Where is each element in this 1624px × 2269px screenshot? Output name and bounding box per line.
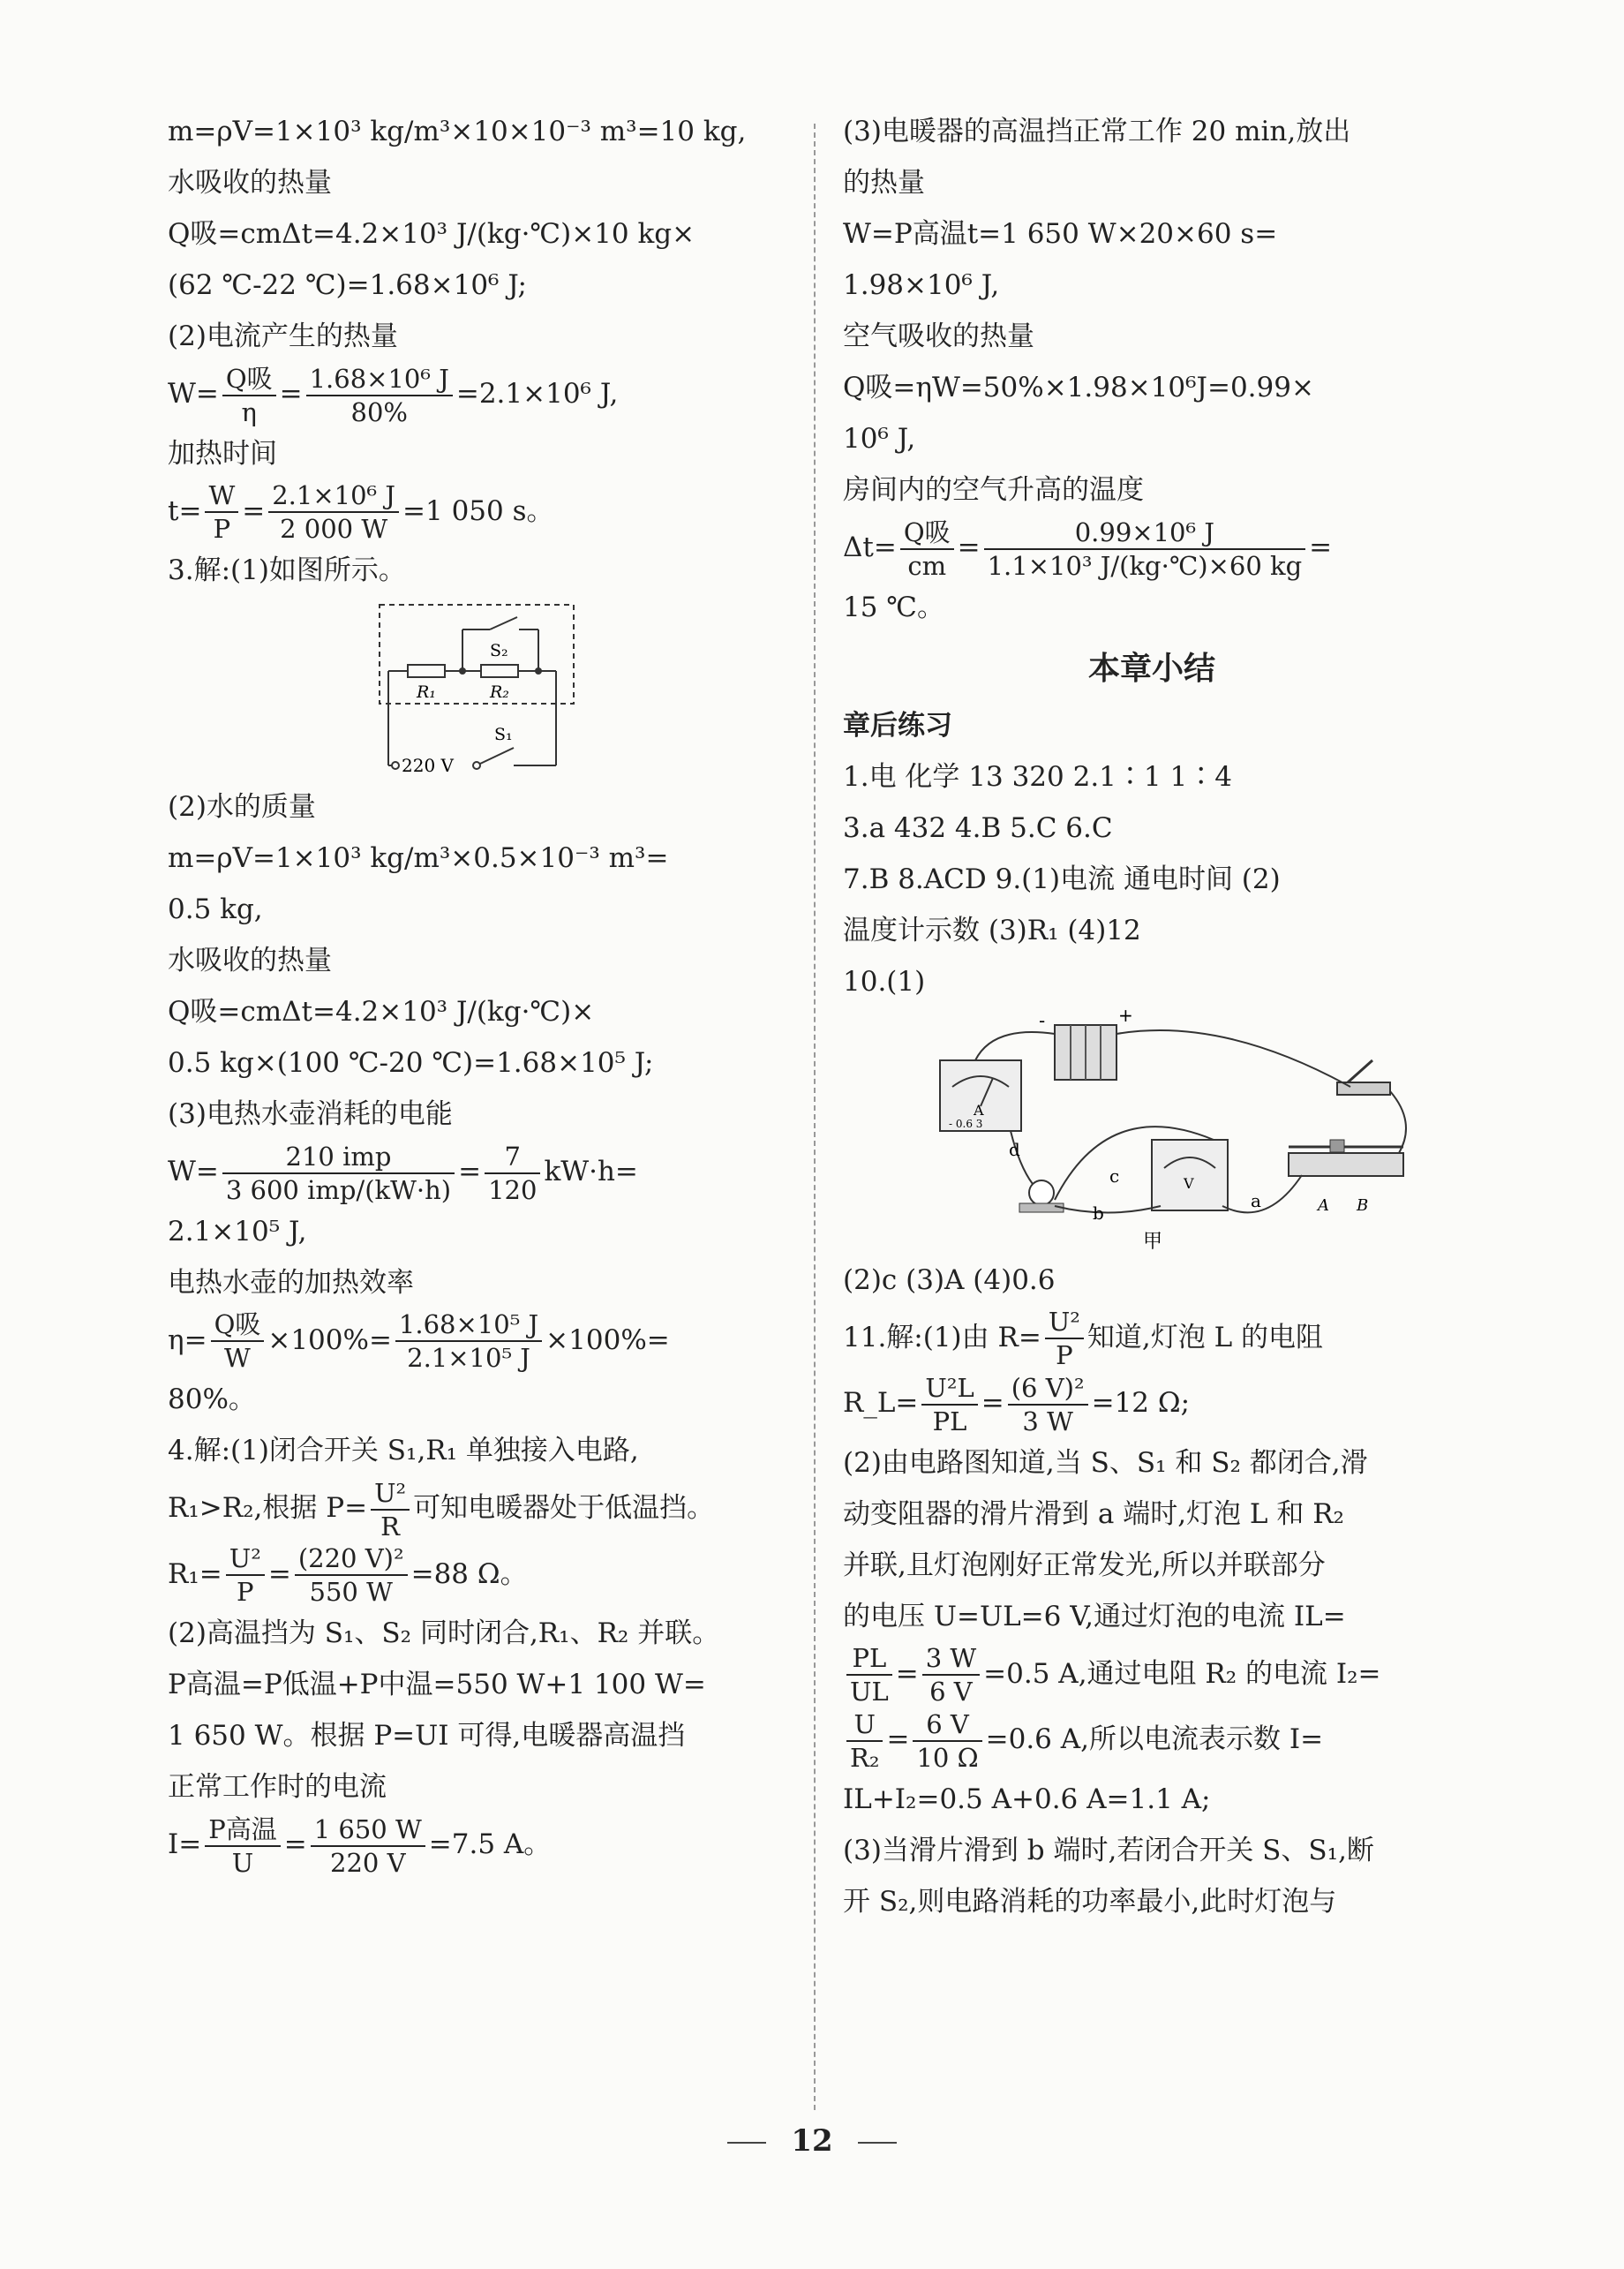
formula-text: =0.6 A,所以电流表示数 I= xyxy=(985,1723,1324,1755)
rheostat-a-label: A xyxy=(1318,1195,1329,1215)
text-line: 开 S₂,则电路消耗的功率最小,此时灯泡与 xyxy=(843,1885,1337,1918)
text-line: 的热量 xyxy=(843,167,925,199)
text-line: 2.1×10⁵ J, xyxy=(168,1215,307,1248)
denominator: 1.1×10³ J/(kg·℃)×60 kg xyxy=(987,550,1303,581)
denominator: 550 W xyxy=(309,1577,393,1607)
numerator: 0.99×10⁶ J xyxy=(984,516,1306,550)
formula-text: ×100%= xyxy=(267,1323,392,1356)
denominator: P xyxy=(1056,1340,1073,1370)
formula-text: 知道,灯泡 L 的电阻 xyxy=(1086,1321,1324,1353)
denominator: 2 000 W xyxy=(280,514,388,544)
resistor-r2 xyxy=(481,665,518,677)
numerator: 1.68×10⁶ J xyxy=(306,363,453,396)
wire-b-label: b xyxy=(1093,1202,1104,1224)
label-220v: 220 V xyxy=(402,755,454,776)
text-line: Q吸=cmΔt=4.2×10³ J/(kg·℃)× xyxy=(168,996,595,1028)
numerator: PL xyxy=(846,1642,892,1676)
formula-text: 11.解:(1)由 R= xyxy=(843,1321,1041,1353)
text-line: 房间内的空气升高的温度 xyxy=(843,474,1144,506)
circuit-diagram-1 xyxy=(168,596,786,781)
formula-text: W= xyxy=(168,1156,219,1187)
denominator: UL xyxy=(850,1677,889,1707)
footer-dash-right xyxy=(858,2142,897,2144)
resistor-r1 xyxy=(408,665,445,677)
formula-line xyxy=(843,1371,1461,1437)
text-line: 0.5 kg×(100 ℃-20 ℃)=1.68×10⁵ J; xyxy=(168,1047,654,1079)
section-title: 章后练习 xyxy=(843,709,952,742)
formula-text: =1 050 s。 xyxy=(402,494,554,527)
wire-d-label: d xyxy=(1009,1138,1020,1160)
numerator: 3 W xyxy=(922,1642,980,1676)
denominator: W xyxy=(224,1343,251,1373)
fraction xyxy=(306,363,453,428)
text-line: 4.解:(1)闭合开关 S₁,R₁ 单独接入电路, xyxy=(168,1435,639,1466)
page-number: 12 xyxy=(791,2123,833,2159)
formula-line xyxy=(843,1707,1461,1774)
text-line: 空气吸收的热量 xyxy=(843,320,1034,352)
footer-dash-left xyxy=(727,2142,766,2144)
text-line: (3)电热水壶消耗的电能 xyxy=(168,1098,453,1130)
denominator: P xyxy=(237,1577,254,1607)
ammeter-label: A xyxy=(974,1101,984,1119)
numerator: 1.68×10⁵ J xyxy=(395,1308,542,1342)
circuit-apparatus-diagram xyxy=(843,1007,1461,1255)
page-number-footer xyxy=(0,2123,1624,2159)
formula-text: =0.5 A,通过电阻 R₂ 的电流 I₂= xyxy=(983,1657,1381,1690)
text-line: 7.B 8.ACD 9.(1)电流 通电时间 (2) xyxy=(843,863,1281,895)
numerator: U² xyxy=(226,1542,265,1576)
fraction xyxy=(1045,1306,1084,1371)
wire-a-label: a xyxy=(1251,1189,1261,1211)
denominator: 120 xyxy=(488,1174,538,1205)
formula-text: Δt= xyxy=(843,531,897,563)
formula-line xyxy=(843,1306,1461,1372)
fraction xyxy=(485,1141,540,1206)
formula-text: =12 Ω; xyxy=(1091,1387,1191,1419)
fraction xyxy=(913,1708,981,1774)
formula-text: R_L= xyxy=(843,1387,919,1419)
formula-text: = xyxy=(886,1723,910,1755)
formula-text: = xyxy=(279,378,303,410)
denominator: 10 Ω xyxy=(916,1742,979,1773)
text-line: P高温=P低温+P中温=550 W+1 100 W= xyxy=(168,1669,706,1700)
numerator: 7 xyxy=(485,1141,540,1174)
fraction xyxy=(846,1708,883,1774)
numerator: U xyxy=(846,1708,883,1742)
denominator: P xyxy=(213,514,231,544)
fraction xyxy=(311,1813,425,1879)
text-line: (2)水的质量 xyxy=(168,791,316,823)
text-line: 温度计示数 (3)R₁ (4)12 xyxy=(843,914,1141,946)
fraction xyxy=(205,1813,281,1879)
text-line: (2)由电路图知道,当 S、S₁ 和 S₂ 都闭合,滑 xyxy=(843,1446,1368,1479)
denominator: 3 W xyxy=(1022,1406,1073,1436)
text-line: 水吸收的热量 xyxy=(168,167,332,199)
text-line: W=P高温t=1 650 W×20×60 s= xyxy=(843,218,1278,250)
formula-line xyxy=(843,1642,1461,1708)
text-line: 的电压 U=UL=6 V,通过灯泡的电流 IL= xyxy=(843,1600,1346,1632)
battery-minus: - xyxy=(1039,1009,1046,1031)
fraction xyxy=(921,1372,977,1437)
text-line: (62 ℃-22 ℃)=1.68×10⁶ J; xyxy=(168,269,527,301)
formula-line xyxy=(168,1542,786,1609)
numerator: Q吸 xyxy=(222,363,276,396)
denominator: R₂ xyxy=(850,1742,880,1773)
text-line: 1.98×10⁶ J, xyxy=(843,269,1000,301)
formula-text: W= xyxy=(168,378,219,410)
denominator: PL xyxy=(932,1406,967,1436)
formula-text: R₁= xyxy=(168,1557,222,1590)
numerator: 1 650 W xyxy=(311,1813,425,1847)
fraction xyxy=(984,516,1306,582)
text-line: 正常工作时的电流 xyxy=(168,1771,387,1803)
right-column xyxy=(843,106,1461,1927)
numerator: 6 V xyxy=(913,1708,981,1742)
fraction xyxy=(900,516,954,582)
formula-line xyxy=(843,516,1461,582)
text-line: 3.a 432 4.B 5.C 6.C xyxy=(843,811,1113,844)
formula-text: = xyxy=(895,1657,919,1690)
rheostat xyxy=(1289,1153,1403,1176)
label-s2: S₂ xyxy=(490,641,508,660)
denominator: 6 V xyxy=(929,1677,973,1707)
fraction xyxy=(371,1477,410,1542)
fraction xyxy=(222,363,276,428)
fraction xyxy=(268,479,399,545)
text-line: m=ρV=1×10³ kg/m³×10×10⁻³ m³=10 kg, xyxy=(168,116,747,147)
fraction xyxy=(226,1542,265,1608)
text-line: 1.电 化学 13 320 2.1∶1 1∶4 xyxy=(843,760,1232,793)
fraction xyxy=(211,1308,265,1374)
text-line: m=ρV=1×10³ kg/m³×0.5×10⁻³ m³= xyxy=(168,842,669,874)
formula-line xyxy=(168,1476,786,1542)
denominator: U xyxy=(231,1847,254,1878)
fraction xyxy=(1008,1372,1088,1437)
numerator: Q吸 xyxy=(900,516,954,550)
numerator: (6 V)² xyxy=(1008,1372,1088,1406)
column-divider xyxy=(814,124,816,2110)
formula-line xyxy=(168,1140,786,1206)
battery-plus: + xyxy=(1118,1006,1133,1026)
label-r2: R₂ xyxy=(490,682,509,702)
left-column xyxy=(168,106,786,1879)
wire-c-label: c xyxy=(1109,1165,1120,1187)
denominator: η xyxy=(241,396,257,427)
text-line: (2)c (3)A (4)0.6 xyxy=(843,1263,1056,1296)
formula-text: 可知电暖器处于低温挡。 xyxy=(413,1492,715,1524)
fraction xyxy=(222,1141,455,1206)
numerator: U² xyxy=(1045,1306,1084,1339)
numerator: (220 V)² xyxy=(295,1542,408,1576)
figure-caption: 甲 xyxy=(1143,1230,1163,1253)
formula-text: = xyxy=(957,531,981,563)
formula-text: = xyxy=(242,494,266,527)
rheostat-b-label: B xyxy=(1357,1195,1369,1215)
formula-text: R₁>R₂,根据 P= xyxy=(168,1492,368,1524)
text-line: (2)高温挡为 S₁、S₂ 同时闭合,R₁、R₂ 并联。 xyxy=(168,1617,720,1649)
lamp xyxy=(1029,1180,1054,1205)
chapter-title: 本章小结 xyxy=(1087,650,1215,687)
text-line: 1 650 W。根据 P=UI 可得,电暖器高温挡 xyxy=(168,1720,686,1752)
text-line: 10.(1) xyxy=(843,965,926,998)
fraction xyxy=(922,1642,980,1707)
formula-text: = xyxy=(458,1156,482,1187)
fraction xyxy=(205,479,238,545)
formula-text: =88 Ω。 xyxy=(410,1557,528,1590)
denominator: cm xyxy=(907,550,947,581)
formula-text: =2.1×10⁶ J, xyxy=(455,378,619,410)
formula-line xyxy=(168,1308,786,1375)
label-s1: S₁ xyxy=(494,725,513,744)
fraction xyxy=(295,1542,408,1608)
text-line: (2)电流产生的热量 xyxy=(168,320,398,352)
formula-text: t= xyxy=(168,494,202,527)
denominator: 220 V xyxy=(330,1847,406,1878)
text-line: 3.解:(1)如图所示。 xyxy=(168,554,406,586)
denominator: 2.1×10⁵ J xyxy=(407,1343,530,1373)
text-line: Q吸=cmΔt=4.2×10³ J/(kg·℃)×10 kg× xyxy=(168,218,695,250)
numerator: 210 imp xyxy=(222,1141,455,1174)
formula-text: ×100%= xyxy=(545,1323,670,1356)
formula-line xyxy=(168,1813,786,1879)
text-line: 并联,且灯泡刚好正常发光,所以并联部分 xyxy=(843,1549,1326,1581)
formula-line xyxy=(168,362,786,428)
text-line: IL+I₂=0.5 A+0.6 A=1.1 A; xyxy=(843,1783,1211,1815)
switch-s1 xyxy=(480,748,514,764)
denominator: R xyxy=(380,1511,401,1542)
numerator: U² xyxy=(371,1477,410,1511)
denominator: 80% xyxy=(350,396,408,427)
formula-line xyxy=(168,479,786,546)
fraction xyxy=(395,1308,542,1374)
text-line: (3)当滑片滑到 b 端时,若闭合开关 S、S₁,断 xyxy=(843,1834,1374,1866)
text-line: Q吸=ηW=50%×1.98×10⁶J=0.99× xyxy=(843,372,1314,403)
text-line: (3)电暖器的高温挡正常工作 20 min,放出 xyxy=(843,116,1351,147)
switch-s2 xyxy=(490,617,517,629)
numerator: Q吸 xyxy=(211,1308,265,1342)
formula-text: = xyxy=(1309,531,1333,563)
formula-text: = xyxy=(981,1387,1004,1419)
denominator: 3 600 imp/(kW·h) xyxy=(225,1174,452,1205)
text-line: 动变阻器的滑片滑到 a 端时,灯泡 L 和 R₂ xyxy=(843,1497,1344,1530)
numerator: 2.1×10⁶ J xyxy=(268,479,399,513)
fraction xyxy=(846,1642,892,1707)
formula-text: =7.5 A。 xyxy=(428,1828,552,1860)
text-line: 0.5 kg, xyxy=(168,893,263,925)
formula-text: = xyxy=(283,1828,307,1860)
text-line: 15 ℃。 xyxy=(843,591,944,623)
text-line: 加热时间 xyxy=(168,437,277,470)
text-line: 80%。 xyxy=(168,1383,256,1415)
numerator: P高温 xyxy=(205,1813,281,1847)
formula-text: = xyxy=(267,1557,291,1590)
formula-text: η= xyxy=(168,1323,207,1356)
text-line: 电热水壶的加热效率 xyxy=(168,1266,414,1299)
text-line: 水吸收的热量 xyxy=(168,945,332,976)
ammeter-scale: - 0.6 3 xyxy=(949,1117,983,1130)
numerator: W xyxy=(205,479,238,513)
numerator: U²L xyxy=(921,1372,977,1406)
text-line: 10⁶ J, xyxy=(843,423,916,455)
formula-text: I= xyxy=(168,1828,202,1860)
formula-text: kW·h= xyxy=(544,1156,638,1187)
label-r1: R₁ xyxy=(417,682,436,702)
voltmeter-label: V xyxy=(1184,1174,1194,1192)
